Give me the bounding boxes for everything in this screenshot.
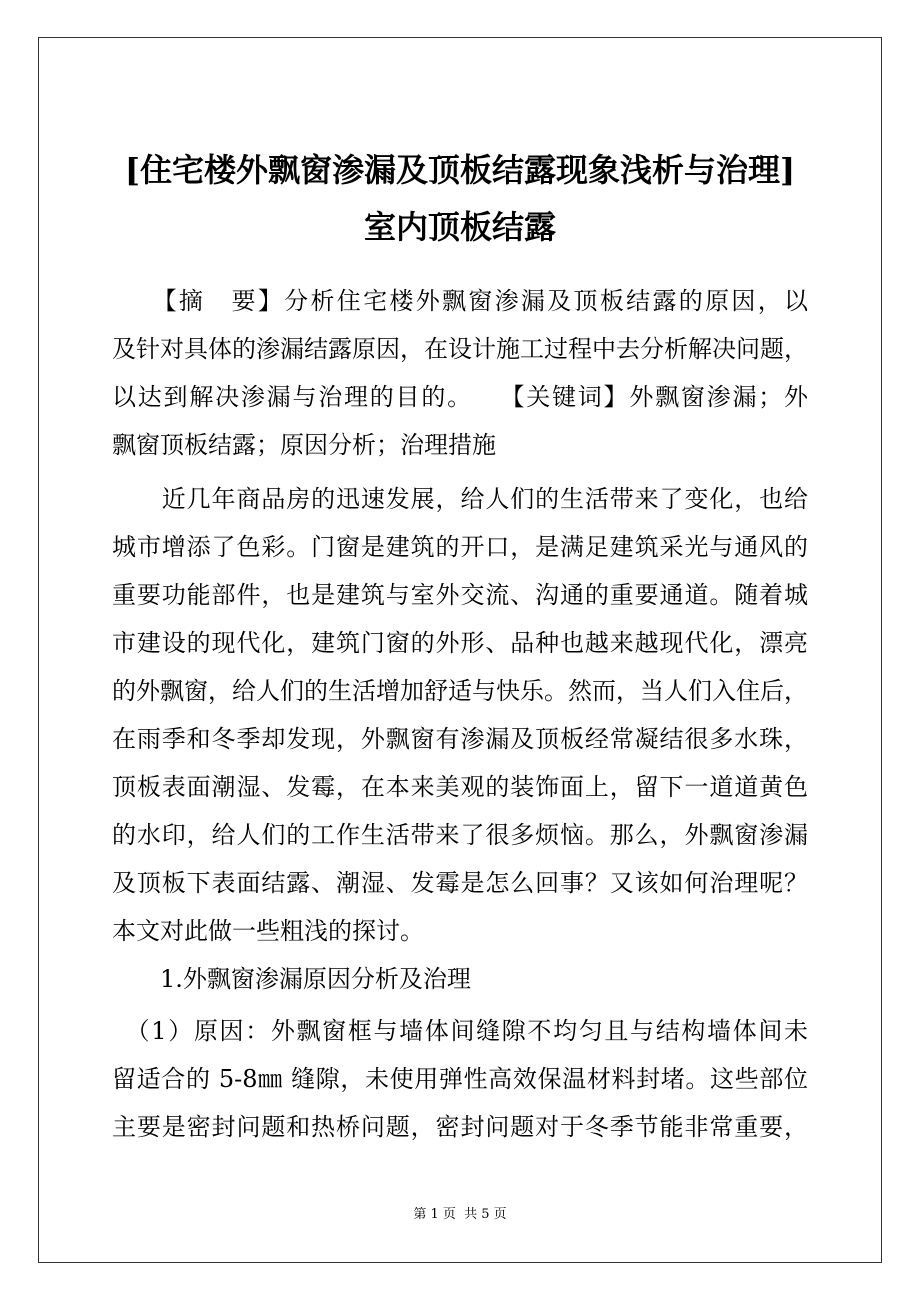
body-line: 市建设的现代化，建筑门窗的外形、品种也越来越现代化，漂亮 (112, 629, 808, 657)
body-line: （1）原因：外飘窗框与墙体间缝隙不均匀且与结构墙体间未 (112, 1017, 808, 1045)
page-footer (0, 1205, 920, 1225)
page-total: 共 5 页 (464, 1207, 507, 1222)
document-title-line-1: [住宅楼外飘窗渗漏及顶板结露现象浅析与治理] (124, 151, 796, 189)
document-title-line-2: 室内顶板结露 (363, 208, 556, 246)
body-line: 本文对此做一些粗浅的探讨。 (112, 917, 424, 945)
body-line: 重要功能部件，也是建筑与室外交流、沟通的重要通道。随着城 (112, 581, 808, 609)
body-line: 在雨季和冬季却发现，外飘窗有渗漏及顶板经常凝结很多水珠， (112, 725, 808, 753)
body-line: 留适合的 5-8㎜ 缝隙，未使用弹性高效保温材料封堵。这些部位 (112, 1065, 808, 1093)
body-line: 飘窗顶板结露；原因分析；治理措施 (112, 431, 496, 459)
body-line: 及顶板下表面结露、潮湿、发霉是怎么回事？又该如何治理呢？ (112, 869, 808, 897)
body-line: 近几年商品房的迅速发展，给人们的生活带来了变化，也给 (112, 485, 808, 513)
body-line: 城市增添了色彩。门窗是建筑的开口，是满足建筑采光与通风的 (112, 533, 808, 561)
body-line: 【摘 要】分析住宅楼外飘窗渗漏及顶板结露的原因，以 (112, 287, 808, 315)
page-number: 第 1 页 (413, 1207, 456, 1222)
body-line: 的外飘窗，给人们的生活增加舒适与快乐。然而，当人们入住后， (112, 677, 808, 705)
body-line: 主要是密封问题和热桥问题，密封问题对于冬季节能非常重要， (112, 1113, 808, 1141)
body-line: 及针对具体的渗漏结露原因，在设计施工过程中去分析解决问题， (112, 335, 808, 363)
body-line: 顶板表面潮湿、发霉，在本来美观的装饰面上，留下一道道黄色 (112, 773, 808, 801)
section-heading: 1.外飘窗渗漏原因分析及治理 (112, 965, 471, 993)
body-line: 以达到解决渗漏与治理的目的。 【关键词】外飘窗渗漏；外 (112, 383, 808, 411)
body-line: 的水印，给人们的工作生活带来了很多烦恼。那么，外飘窗渗漏 (112, 821, 808, 849)
